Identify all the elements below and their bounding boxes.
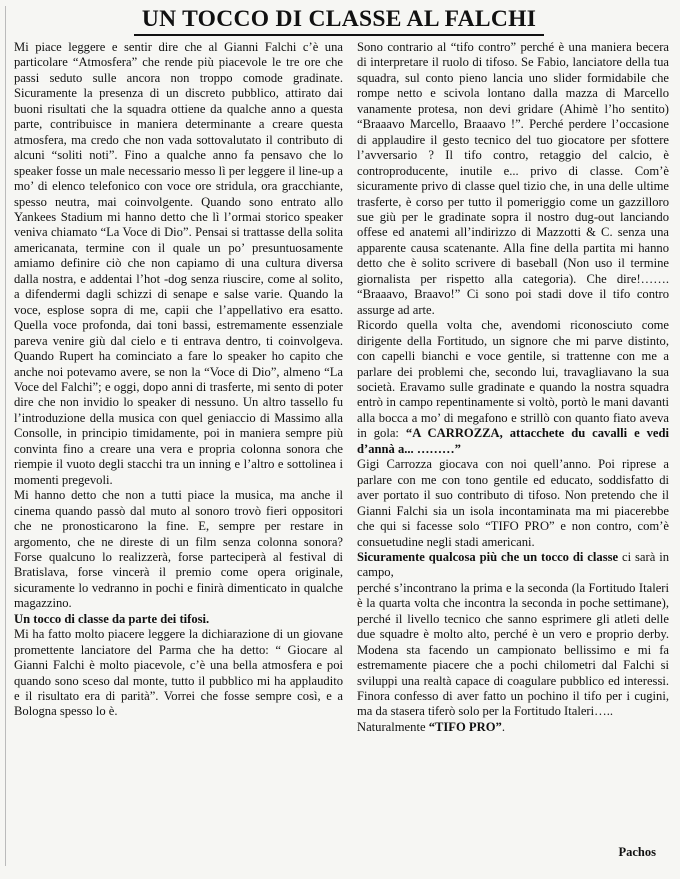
shouted-quote: “A CARROZZA, attacchete du cavalli e vedi d’annà a... ………” (357, 426, 670, 456)
scan-edge-line (5, 6, 6, 866)
lead-sentence-tail: ci sarà in campo, (357, 549, 669, 580)
bold-lead-sentence: Sicuramente qualcosa più che un tocco di classe (357, 549, 619, 564)
article-title: UN TOCCO DI CLASSE AL FALCHI (134, 5, 544, 36)
closing-lead: Naturalmente (357, 719, 429, 734)
left-paragraph-1: Mi piace leggere e sentir dire che al Gianni Falchi c’è una particolare “Atmosfera” che rende più piacevole le tre ore che passi seduto sulle ancora non troppo comode gradinate. Sicuramente la presenza di un discreto pubblico, attirato dai buoni risultati che la squadra ottiene da qualche anno a questa parte, contribuisce in maniera determinante a creare questa atmosfera, ma credo che non vada sottovalutato il contributo di alcuni “soliti noti”. Fino a qualche anno fa pensavo che lo speaker fosse un male necessario messo lì per leggere il line-up a mo’ di elenco telefonico con voce ore stridula, ora gracchiante, spesso neutra, mai coinvolgente. Quando sono entrato allo Yankees Stadium mi hanno detto che lì l’ormai storico speaker veniva chiamato “La Voce di Dio”. Pensai si trattasse della solita americanata, termine con il quale un po’ presuntuosamente amiamo definire ciò che non capiamo di una cultura diversa dalla nostra, e addentai l’hot -dog senza riuscire, come al solito, a difendermi dagli schizzi di senape e salse varie. Quando la voce, esplose sopra di me, capii che l’appellativo era esatto. Quella voce profonda, dai toni bassi, estremamente essenziale pareva venire giù dal cielo e ti entrava dentro, ti coinvolgeva. Quando Rupert ha cominciato a fare lo speaker ho capito che anche noi potevamo avere, se non la “Voce di Dio”, almeno “La Voce del Falchi”; e oggi, dopo anni di trasferte, mi sento di poter dire che non invidio lo speaker di nessuno. Un altro tassello fu l’introduzione della musica con quel geniaccio di Massimo alla Consolle, in principio timidamente, poi in maniera sempre più convinta fino a creare una vera e propria colonna sonora che riempie il vuoto degli stacchi tra un inning e l’altro e sottolinea i momenti pregevoli. (14, 40, 343, 487)
right-paragraph-5: perché s’incontrano la prima e la seconda (la Fortitudo Italeri è la quarta volta che incontra la seconda in poche settimane), perché il livello tecnico che sanno esprimere gli atleti delle due squadre è molto alto, perché è un vero e proprio derby. Modena sta facendo un campionato bellissimo e mi fa estremamente piacere che a pochi chilometri dal Falchi si sviluppi una realtà capace di coagulare pubblico ed interessi. Finora confesso di aver fatto un pochino il tifo per i cugini, ma da stasera tiferò solo per la Fortitudo Italeri….. (357, 580, 669, 719)
closing-tail: . (501, 719, 505, 734)
left-column (14, 40, 343, 720)
author-signature: Pachos (618, 845, 656, 859)
right-paragraph-3: Gigi Carrozza giocava con noi quell’anno. Poi riprese a parlare con me con tono gentile ed educato, soddisfatto di aver portato il suo contributo di tifoso. Non pretendo che il Gianni Falchi sia un isola incontaminata ma mi piacerebbe che qui si facesse solo “TIFO PRO” e non contro, com’è consuetudine negli stadi americani. (357, 457, 669, 549)
right-paragraph-2 (357, 318, 669, 457)
title-block (14, 5, 664, 36)
right-paragraph-2-text: Ricordo quella volta che, avendomi riconosciuto come dirigente della Fortitudo, un signore che mi parve distinto, con capelli bianchi e voce gentile, si trattenne con me a parlare dei problemi che, secondo lui, travagliavano la sua società. Eravamo sulle gradinate e quando la nostra squadra entrò in campo repentinamente si voltò, portò le mani davanti alla bocca a mo’ di megafono e strillò con quanto fiato aveva in gola: (357, 318, 669, 441)
section-subheading: Un tocco di classe da parte dei tifosi. (14, 611, 210, 626)
right-column (357, 40, 669, 735)
left-paragraph-3: Mi ha fatto molto piacere leggere la dichiarazione di un giovane promettente lanciatore del Parma che ha detto: “ Giocare al Gianni Falchi è molto piacevole, c’è una bella atmosfera e poi quando sono sceso dal monte, tutto il pubblico mi ha applaudito e il risultato era di parità”. Vorrei che fosse sempre così, e a Bologna spesso lo è. (14, 627, 343, 719)
right-paragraph-1: Sono contrario al “tifo contro” perché è una maniera becera di interpretare il ruolo di tifoso. Se Fabio, lanciatore della tua squadra, sul conto pieno lancia uno slider formidabile che rompe netto e scivola lontano dalla mazza di Marcello vanamente protesa, non devi gridare (Ahimè l’ho sentito) “Braaavo Marcello, Braaavo !”. Perché perdere l’occasione di applaudire il gesto tecnico del tuo giocatore per sfottere l’avversario ? Il tifo contro, retaggio del calcio, è controproducente, inutile e... privo di classe. Com’è sicuramente privo di classe quel tizio che, in una delle ultime trasferte, è corso per tutto il pomeriggio come un gazzilloro sue giù per le gradinate sopra il nostro dug-out lanciando offese ed anatemi all’indirizzo di Mazzotti & C. senza una apparente causa scatenante. Alla fine della partita mi hanno detto che è solito scrivere di baseball (Non uso il termine giornalista per rispetto alla categoria). Che dire!……. “Braaavo, Braavo!” Ci sono poi stadi dove il tifo contro assurge ad arte. (357, 40, 669, 317)
closing-emphasis: “TIFO PRO” (428, 719, 502, 734)
left-paragraph-2: Mi hanno detto che non a tutti piace la musica, ma anche il cinema quando passò dal muto al sonoro trovò fieri oppositori che ne pronosticarono la fine. E, sempre per restare in argomento, che ne direste di un film senza colonna sonora? Forse qualcuno lo realizzerà, forse parteciperà al festival di Bratislava, forse vincerà il premio come opera originale, sicuramente lo vedranno in pochi e finirà dimenticato in qualche magazzino. (14, 488, 343, 611)
right-paragraph-4 (357, 550, 669, 581)
closing-line (357, 720, 669, 735)
